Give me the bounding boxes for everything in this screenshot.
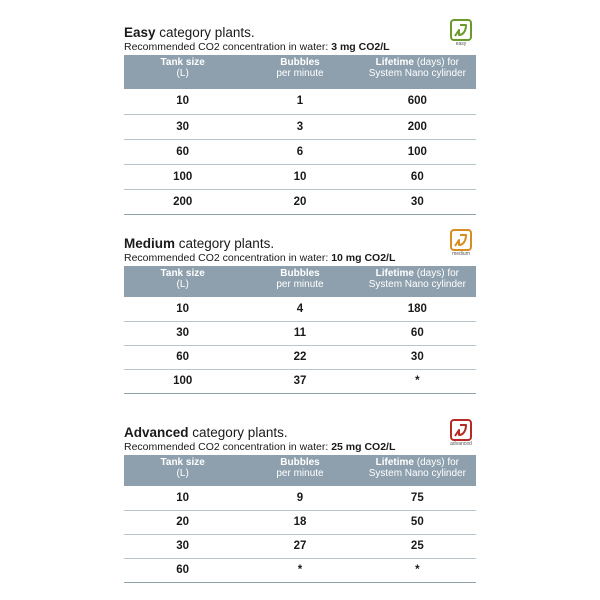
table-cell: 100 (359, 139, 476, 164)
table-row (124, 534, 476, 558)
table-cell: 11 (241, 321, 358, 345)
table-row (124, 89, 476, 114)
table-cell: 3 (241, 114, 358, 139)
badge-label: advanced (450, 441, 472, 447)
section-title: Medium category plants. (124, 236, 275, 251)
column-header-tank-size: Tank size (L) (124, 266, 241, 297)
table-cell: 37 (241, 369, 358, 393)
table-cell: * (359, 369, 476, 393)
co2-recommendation: Recommended CO2 concentration in water: 25 mg CO2/L (124, 441, 396, 453)
medium-section (124, 236, 476, 394)
table-row (124, 164, 476, 189)
table-cell: 27 (241, 534, 358, 558)
column-header-lifetime: Lifetime (days) for System Nano cylinder (359, 455, 476, 486)
column-header-bubbles: Bubbles per minute (241, 266, 358, 297)
table-cell: * (241, 558, 358, 582)
table-cell: 60 (124, 345, 241, 369)
table-row (124, 369, 476, 393)
section-title: Easy category plants. (124, 25, 255, 40)
co2-recommendation: Recommended CO2 concentration in water: 10 mg CO2/L (124, 252, 396, 264)
advanced-badge (448, 419, 474, 447)
co2-table (124, 55, 476, 215)
table-cell: 180 (359, 297, 476, 321)
table-cell: 22 (241, 345, 358, 369)
table-cell: 1 (241, 89, 358, 114)
table-row (124, 345, 476, 369)
column-header-tank-size: Tank size (L) (124, 455, 241, 486)
table-cell: * (359, 558, 476, 582)
column-header-tank-size: Tank size (L) (124, 55, 241, 89)
table-cell: 100 (124, 164, 241, 189)
table-cell: 10 (124, 486, 241, 510)
table-cell: 60 (124, 558, 241, 582)
table-cell: 60 (124, 139, 241, 164)
table-cell: 600 (359, 89, 476, 114)
badge-label: medium (452, 251, 470, 257)
table-cell: 9 (241, 486, 358, 510)
co2-table (124, 266, 476, 394)
table-row (124, 114, 476, 139)
table-cell: 50 (359, 510, 476, 534)
column-header-lifetime: Lifetime (days) for System Nano cylinder (359, 55, 476, 89)
table-row (124, 486, 476, 510)
table-cell: 60 (359, 164, 476, 189)
table-row (124, 139, 476, 164)
table-cell: 100 (124, 369, 241, 393)
table-cell: 25 (359, 534, 476, 558)
co2-table (124, 455, 476, 583)
easy-badge (448, 19, 474, 47)
column-header-bubbles: Bubbles per minute (241, 455, 358, 486)
table-row (124, 558, 476, 582)
section-title: Advanced category plants. (124, 425, 288, 440)
leaf-icon (450, 19, 472, 41)
table-cell: 30 (124, 534, 241, 558)
table-cell: 6 (241, 139, 358, 164)
table-cell: 200 (124, 189, 241, 214)
advanced-section (124, 425, 476, 583)
table-cell: 20 (124, 510, 241, 534)
co2-recommendation: Recommended CO2 concentration in water: 3 mg CO2/L (124, 41, 390, 53)
table-cell: 30 (359, 345, 476, 369)
column-header-lifetime: Lifetime (days) for System Nano cylinder (359, 266, 476, 297)
table-cell: 4 (241, 297, 358, 321)
table-cell: 200 (359, 114, 476, 139)
table-cell: 10 (124, 297, 241, 321)
column-header-bubbles: Bubbles per minute (241, 55, 358, 89)
table-cell: 18 (241, 510, 358, 534)
badge-label: easy (455, 41, 467, 47)
table-row (124, 297, 476, 321)
table-cell: 10 (124, 89, 241, 114)
leaf-icon (450, 229, 472, 251)
table-cell: 20 (241, 189, 358, 214)
table-cell: 30 (124, 114, 241, 139)
table-row (124, 189, 476, 214)
medium-badge (448, 229, 474, 257)
easy-section (124, 25, 476, 215)
table-row (124, 510, 476, 534)
leaf-icon (450, 419, 472, 441)
table-row (124, 321, 476, 345)
table-cell: 30 (359, 189, 476, 214)
table-cell: 75 (359, 486, 476, 510)
table-cell: 10 (241, 164, 358, 189)
table-cell: 60 (359, 321, 476, 345)
table-cell: 30 (124, 321, 241, 345)
